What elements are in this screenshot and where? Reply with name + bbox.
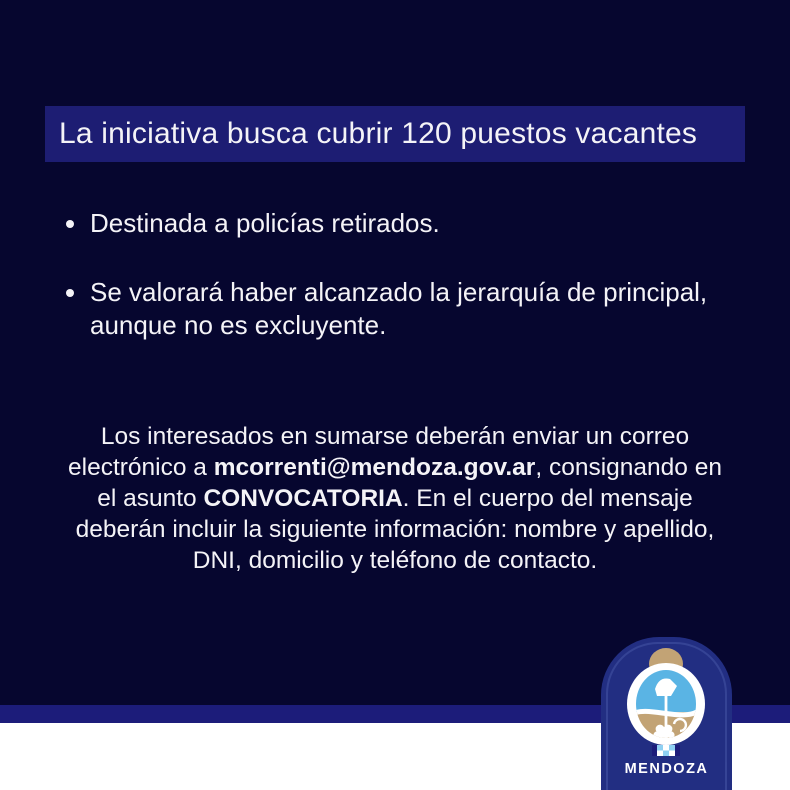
bullet-text [90, 276, 707, 342]
contact-text: el asunto [97, 485, 204, 512]
bullet-line: Destinada a policías retirados. [90, 208, 440, 238]
contact-email: mcorrenti@mendoza.gov.ar [213, 454, 536, 481]
contact-line [60, 452, 730, 483]
contact-text: Los interesados en sumarse deberán enviar un correo [100, 423, 690, 450]
page-title: La iniciativa busca cubrir 120 puestos vacantes [59, 117, 698, 150]
contact-text: DNI, domicilio y teléfono de contacto. [192, 547, 598, 574]
contact-line [60, 545, 730, 576]
bullet-text [90, 207, 440, 240]
contact-line [60, 421, 730, 452]
mendoza-wordmark: MENDOZA [624, 761, 709, 777]
bullet-dot [66, 220, 74, 228]
checkered-ribbon-icon [652, 745, 680, 756]
bullet-line: Se valorará haber alcanzado la jerarquía de principal, [90, 277, 708, 307]
mendoza-coat-of-arms-icon [614, 644, 718, 764]
bullet-line: aunque no es excluyente. [90, 310, 387, 340]
mendoza-logo-badge [601, 637, 732, 790]
bullet-dot [66, 289, 74, 297]
contact-text: . En el cuerpo del mensaje [402, 485, 693, 512]
contact-line [60, 483, 730, 514]
contact-line [60, 514, 730, 545]
pike-stem [665, 694, 668, 726]
list-item [66, 276, 756, 342]
contact-subject-keyword: CONVOCATORIA [203, 485, 403, 512]
bullet-list [66, 207, 756, 378]
contact-text: deberán incluir la siguiente información: nombre y apellido, [75, 516, 715, 543]
contact-text: , consignando en [535, 454, 722, 481]
contact-paragraph [60, 421, 730, 576]
list-item [66, 207, 756, 240]
headline-box [45, 106, 745, 162]
contact-text: electrónico a [68, 454, 214, 481]
